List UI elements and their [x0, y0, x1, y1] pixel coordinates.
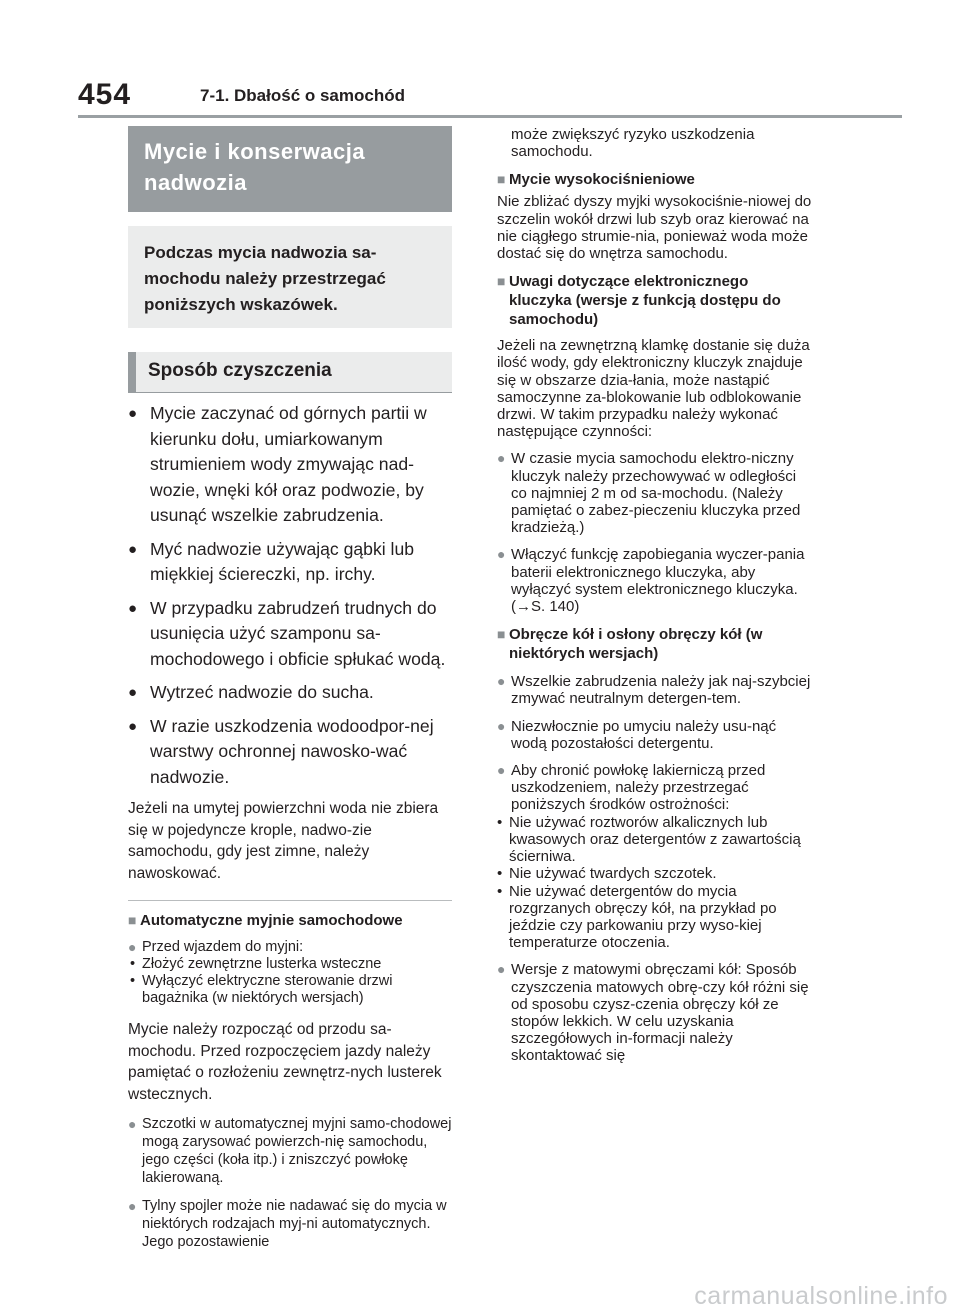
tick-icon: •	[497, 813, 503, 831]
square-bullet-icon: ■	[497, 626, 506, 643]
gray-dot-icon: ●	[497, 546, 506, 563]
list-item-text: Myć nadwozie używając gąbki lub miękkiej ściereczki, np. irchy.	[150, 538, 415, 584]
sub-bullet-text: Wyłączyć elektryczne sterowanie drzwi bagażnika (w niektórych wersjach)	[142, 973, 393, 1006]
sub-bullet-item	[497, 814, 813, 866]
square-bullet-icon: ■	[497, 273, 506, 290]
sub-bullet-text: Nie używać detergentów do mycia rozgrzanych obręczy kół, na przykład po jeździe czy parkowaniu przy wyso-kiej temperaturze otoczenia.	[509, 882, 777, 952]
heading-text: Uwagi dotyczące elektronicznego kluczyka (wersje z funkcją dostępu do samochodu)	[509, 273, 781, 329]
bullet-item	[128, 1115, 452, 1187]
paragraph: Nie zbliżać dyszy myjki wysokociśnie-niowej do szczelin wokół drzwi lub szyb oraz kierować na nie ciągłego strumie-nia, ponieważ woda może dostać się do wnętrza samochodu.	[497, 193, 812, 263]
bullet-text: Wersje z matowymi obręczami kół: Sposób czyszczenia matowych obrę-czy kół różni się od sposobu czysz-czenia obręczy kół ze stopów lekkich. W celu uzyskania szczegółowych in-formacji należy skontaktować się	[511, 961, 809, 1065]
list-item	[128, 401, 452, 529]
bullet-text: W czasie mycia samochodu elektro-niczny kluczyk należy przechowywać w odległości co najmniej 2 m od sa-mochodu. (Należy pamiętać o zabez-pieczeniu kluczyka przed kradzieżą.)	[511, 450, 801, 537]
list-item	[128, 714, 452, 791]
intro-box: Podczas mycia nadwozia sa-mochodu należy przestrzegać poniższych wskazówek.	[128, 226, 452, 328]
heading-high-pressure	[497, 170, 813, 189]
bullet-text: Tylny spojler może nie nadawać się do mycia w niektórych rodzajach myj-ni automatycznych. Jego pozostawienie	[142, 1198, 447, 1250]
watermark: carmanualsonline.info	[694, 1282, 948, 1310]
wax-note: Jeżeli na umytej powierzchni woda nie zbiera się w pojedyncze krople, nadwo-zie samochodu, gdy jest zimne, należy nawoskować.	[128, 800, 439, 882]
bullet-item	[497, 718, 813, 752]
bullet-item	[497, 673, 813, 707]
bullet-item	[497, 762, 813, 814]
section-title: 7-1. Dbałość o samochód	[200, 86, 405, 105]
left-column	[128, 126, 452, 1251]
bullet-icon: ●	[128, 405, 138, 422]
paragraph: Mycie należy rozpocząć od przodu sa-mochodu. Przed rozpoczęciem jazdy należy pamiętać o rozłożeniu zewnętrz-nych lusterek wstecznych.	[128, 1021, 442, 1103]
list-item	[128, 680, 452, 706]
gray-dot-icon: ●	[128, 1116, 137, 1132]
subtitle-rule	[128, 392, 452, 393]
gray-dot-icon: ●	[497, 450, 506, 467]
bullet-icon: ●	[128, 540, 138, 558]
cleaning-steps	[128, 401, 452, 790]
main-title: Mycie i konserwacja nadwozia	[128, 126, 452, 212]
heading-text: Automatyczne myjnie samochodowe	[140, 912, 403, 929]
header-rule	[78, 115, 902, 118]
gray-dot-icon: ●	[497, 673, 506, 690]
sub-bullet-text: Nie używać twardych szczotek.	[509, 865, 717, 883]
bullet-item	[128, 938, 452, 956]
tick-icon: •	[130, 956, 136, 972]
tick-icon: •	[497, 865, 503, 883]
list-item-text: Mycie zaczynać od górnych partii w kierunku dołu, umiarkowanym strumieniem wody zmywając nad-wozie, wnęki kół oraz podwozie, by usunąć wszelkie zabrudzenia.	[150, 403, 427, 525]
heading-smart-key	[497, 272, 813, 329]
bullet-item	[497, 961, 813, 1064]
bullet-icon: ●	[128, 599, 138, 617]
bullet-item	[497, 450, 813, 536]
gray-dot-icon: ●	[497, 961, 506, 978]
tick-icon: •	[130, 973, 136, 989]
sub-bullet-text: Złożyć zewnętrzne lusterka wsteczne	[142, 956, 382, 972]
gray-dot-icon: ●	[497, 762, 506, 779]
paragraph: Jeżeli na zewnętrzną klamkę dostanie się duża ilość wody, gdy elektroniczny kluczyk znajduje się w obszarze dzia-łania, może nastąpić samoczynne za-blokowanie lub odblokowanie drzwi. W takim przypadku należy wykonać następujące czynności:	[497, 337, 810, 441]
sub-bullet-item	[128, 973, 452, 1007]
right-column	[497, 126, 813, 1065]
bullet-text: Przed wjazdem do myjni:	[142, 939, 304, 955]
gray-dot-icon: ●	[128, 939, 137, 955]
bullet-text: Szczotki w automatycznej myjni samo-chodowej mogą zarysować powierzch-nię samochodu, jego części (koła itp.) i zniszczyć powłokę lakierowaną.	[142, 1116, 452, 1186]
heading-text: Obręcze kół i osłony obręczy kół (w niektórych wersjach)	[509, 626, 763, 663]
square-bullet-icon: ■	[497, 171, 506, 188]
page-number: 454	[78, 78, 132, 111]
square-bullet-icon: ■	[128, 912, 137, 928]
sub-bullet-item	[497, 865, 813, 882]
list-item-text: Wytrzeć nadwozie do sucha.	[150, 682, 374, 702]
sub-bullet-text: Nie używać roztworów alkalicznych lub kwasowych oraz detergentów z zawartością ścierniwa.	[509, 813, 801, 866]
heading-text: Mycie wysokociśnieniowe	[509, 171, 695, 189]
bullet-item	[128, 1197, 452, 1251]
bullet-icon: ●	[128, 684, 138, 701]
sub-bullet-item	[497, 883, 813, 952]
bullet-text: Aby chronić powłokę lakierniczą przed uszkodzeniem, należy przestrzegać poniższych środków ostrożności:	[511, 762, 766, 814]
section-rule	[128, 900, 452, 901]
tick-icon: •	[497, 882, 503, 900]
heading-wheel-rims	[497, 625, 813, 663]
bullet-icon: ●	[128, 717, 138, 735]
continuation-text: może zwiększyć ryzyko uszkodzenia samochodu.	[511, 126, 755, 161]
bullet-text: Włączyć funkcję zapobiegania wyczer-pania baterii elektronicznego kluczyka, aby wyłączyć system elektronicznego kluczyka. (→S. 140)	[511, 546, 805, 616]
list-item	[128, 537, 452, 588]
gray-dot-icon: ●	[128, 1198, 137, 1214]
list-item	[128, 596, 452, 673]
bullet-text: Niezwłocznie po umyciu należy usu-nąć wodą pozostałości detergentu.	[511, 717, 777, 752]
subtitle-cleaning-method: Sposób czyszczenia	[128, 352, 452, 392]
list-item-text: W przypadku zabrudzeń trudnych do usunięcia użyć szamponu sa-mochodowego i obficie spłukać wodą.	[150, 597, 446, 669]
bullet-item	[497, 546, 813, 615]
list-item-text: W razie uszkodzenia wodoodpor-nej warstwy ochronnej nawosko-wać nadwozie.	[150, 715, 434, 787]
heading-auto-wash	[128, 911, 452, 930]
sub-bullet-item	[128, 956, 452, 973]
bullet-text: Wszelkie zabrudzenia należy jak naj-szybciej zmywać neutralnym detergen-tem.	[511, 673, 811, 708]
gray-dot-icon: ●	[497, 717, 506, 734]
